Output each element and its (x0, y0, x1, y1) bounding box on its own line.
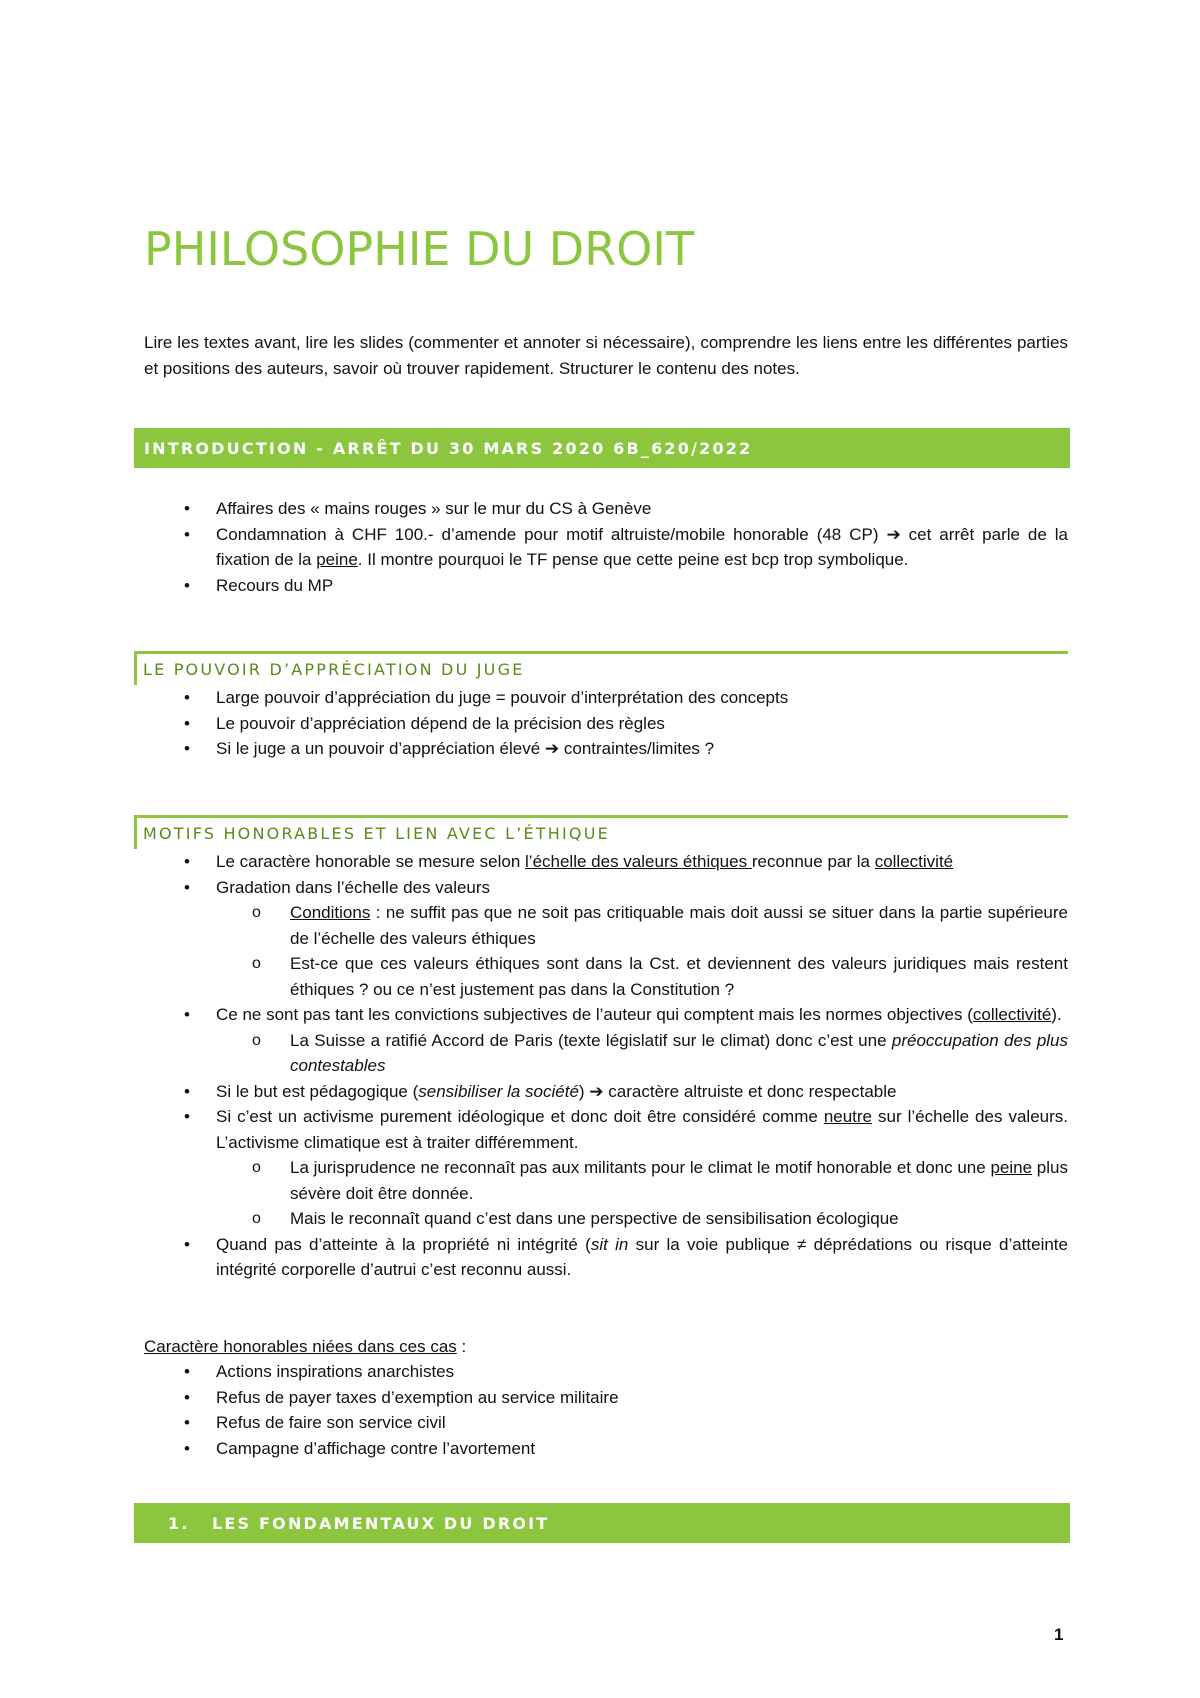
section-heading: INTRODUCTION - ARRÊT DU 30 MARS 2020 6B_620/2022 (144, 438, 753, 458)
list-item: • Le caractère honorable se mesure selon l’échelle des valeurs éthiques reconnue par la collectivité (144, 849, 1068, 875)
list-item: • Affaires des « mains rouges » sur le mur du CS à Genève (144, 496, 1068, 522)
sub-list-item: o Est-ce que ces valeurs éthiques sont dans la Cst. et deviennent des valeurs juridiques mais restent éthiques ? ou ce n’est justement pas dans la Constitution ? (144, 951, 1068, 1002)
intro-paragraph: Lire les textes avant, lire les slides (commenter et annoter si nécessaire), comprendre les liens entre les différentes parties et positions des auteurs, savoir où trouver rapidement. Structurer le contenu des notes. (144, 333, 1068, 378)
list-item: • Si le but est pédagogique (sensibiliser la société) ➔ caractère altruiste et donc respectable (144, 1079, 1068, 1105)
page-number: 1 (1054, 1625, 1064, 1644)
section-banner-fondamentaux (134, 1503, 1070, 1543)
arrow-icon: ➔ (589, 1081, 604, 1101)
motifs-list (144, 849, 1068, 1283)
list-item: • Large pouvoir d’appréciation du juge = pouvoir d’interprétation des concepts (144, 685, 1068, 711)
list-item: • Condamnation à CHF 100.- d’amende pour motif altruiste/mobile honorable (48 CP) ➔ cet arrêt parle de la fixation de la peine. Il montre pourquoi le TF pense que cette peine est bcp trop symbolique. (144, 522, 1068, 573)
pouvoir-list (144, 685, 1068, 762)
list-item: • Si c’est un activisme purement idéologique et donc doit être considéré comme neutre sur l’échelle des valeurs. L’activisme climatique est à traiter différemment. (144, 1104, 1068, 1155)
section-heading-motifs: MOTIFS HONORABLES ET LIEN AVEC L’ÉTHIQUE (134, 815, 1068, 849)
list-item: • Le pouvoir d’appréciation dépend de la précision des règles (144, 711, 1068, 737)
section-heading: LES FONDAMENTAUX DU DROIT (212, 1513, 550, 1533)
sub-list-item: o Conditions : ne suffit pas que ne soit pas critiquable mais doit aussi se situer dans la partie supérieure de l’échelle des valeurs éthiques (144, 900, 1068, 951)
arrow-icon: ➔ (886, 524, 901, 544)
sub-list-item: o Mais le reconnaît quand c’est dans une perspective de sensibilisation écologique (144, 1206, 1068, 1232)
list-item: • Recours du MP (144, 573, 1068, 599)
cases-list (144, 1359, 1068, 1461)
section-number: 1. (168, 1513, 190, 1533)
list-item: • Refus de payer taxes d’exemption au service militaire (144, 1385, 1068, 1411)
sub-list-item: o La jurisprudence ne reconnaît pas aux militants pour le climat le motif honorable et donc une peine plus sévère doit être donnée. (144, 1155, 1068, 1206)
document-title: PHILOSOPHIE DU DROIT (144, 222, 695, 276)
section-heading-pouvoir: LE POUVOIR D’APPRÉCIATION DU JUGE (134, 651, 1068, 685)
list-item: • Si le juge a un pouvoir d’appréciation élevé ➔ contraintes/limites ? (144, 736, 1068, 762)
section-banner-introduction (134, 428, 1070, 468)
list-item: • Actions inspirations anarchistes (144, 1359, 1068, 1385)
list-item: • Refus de faire son service civil (144, 1410, 1068, 1436)
sub-list-item: o La Suisse a ratifié Accord de Paris (texte législatif sur le climat) donc c’est une préoccupation des plus contestables (144, 1028, 1068, 1079)
list-item: • Quand pas d’atteinte à la propriété ni intégrité (sit in sur la voie publique ≠ déprédations ou risque d’atteinte intégrité corporelle d’autrui c’est reconnu aussi. (144, 1232, 1068, 1283)
list-item: • Gradation dans l’échelle des valeurs (144, 875, 1068, 901)
arrow-icon: ➔ (544, 739, 560, 758)
cases-heading: Caractère honorables niées dans ces cas : (144, 1337, 467, 1356)
introduction-list (144, 496, 1068, 598)
list-item: • Ce ne sont pas tant les convictions subjectives de l’auteur qui comptent mais les normes objectives (collectivité). (144, 1002, 1068, 1028)
list-item: • Campagne d’affichage contre l’avortement (144, 1436, 1068, 1462)
